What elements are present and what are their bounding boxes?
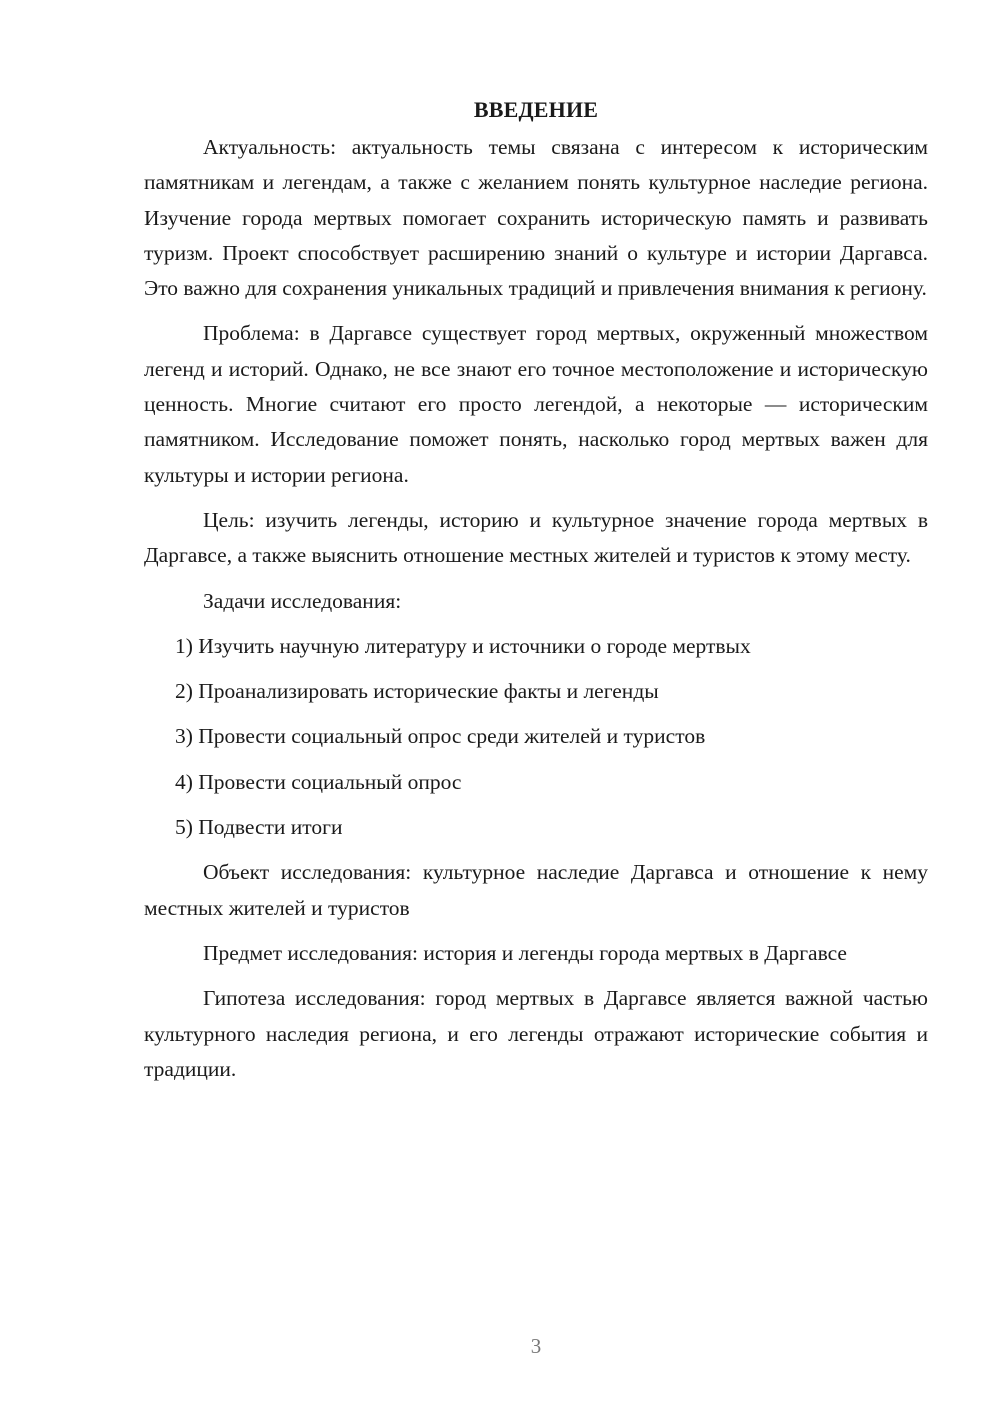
paragraph-problem: Проблема: в Даргавсе существует город мертвых, окруженный множеством легенд и историй. Однако, не все знают его точное местоположение и историческую ценность. Многие считают его просто легендой, а некоторые — историческим памятником. Исследование поможет понять, насколько город мертвых важен для культуры и истории региона. <box>144 321 928 487</box>
list-item: 4) Провести социальный опрос <box>175 769 462 794</box>
paragraph-subject: Предмет исследования: история и легенды города мертвых в Даргавсе <box>203 940 847 965</box>
paragraph-relevance: Актуальность: актуальность темы связана с интересом к историческим памятникам и легендам, а также с желанием понять культурное наследие региона. Изучение города мертвых помогает сохранить историческую память и развивать туризм. Проект способствует расширению знаний о культуре и истории Даргавса. Это важно для сохранения уникальных традиций и привлечения внимания к региону. <box>144 135 928 301</box>
section-title: ВВЕДЕНИЕ <box>473 97 599 122</box>
list-item: 1) Изучить научную литературу и источники о городе мертвых <box>175 633 751 658</box>
paragraph-goal: Цель: изучить легенды, историю и культурное значение города мертвых в Даргавсе, а также выяснить отношение местных жителей и туристов к этому месту. <box>144 507 928 568</box>
paragraph-object: Объект исследования: культурное наследие Даргавса и отношение к нему местных жителей и туристов <box>144 860 928 920</box>
list-item: 3) Провести социальный опрос среди жителей и туристов <box>175 724 706 749</box>
document-page <box>144 92 928 1097</box>
tasks-heading: Задачи исследования: <box>203 588 402 613</box>
list-item: 5) Подвести итоги <box>175 815 343 840</box>
page-number: 3 <box>530 1334 542 1358</box>
list-item: 2) Проанализировать исторические факты и легенды <box>175 679 659 704</box>
paragraph-hypothesis: Гипотеза исследования: город мертвых в Даргавсе является важной частью культурного наследия региона, и его легенды отражают исторические события и традиции. <box>144 986 928 1081</box>
tasks-list <box>144 629 928 845</box>
